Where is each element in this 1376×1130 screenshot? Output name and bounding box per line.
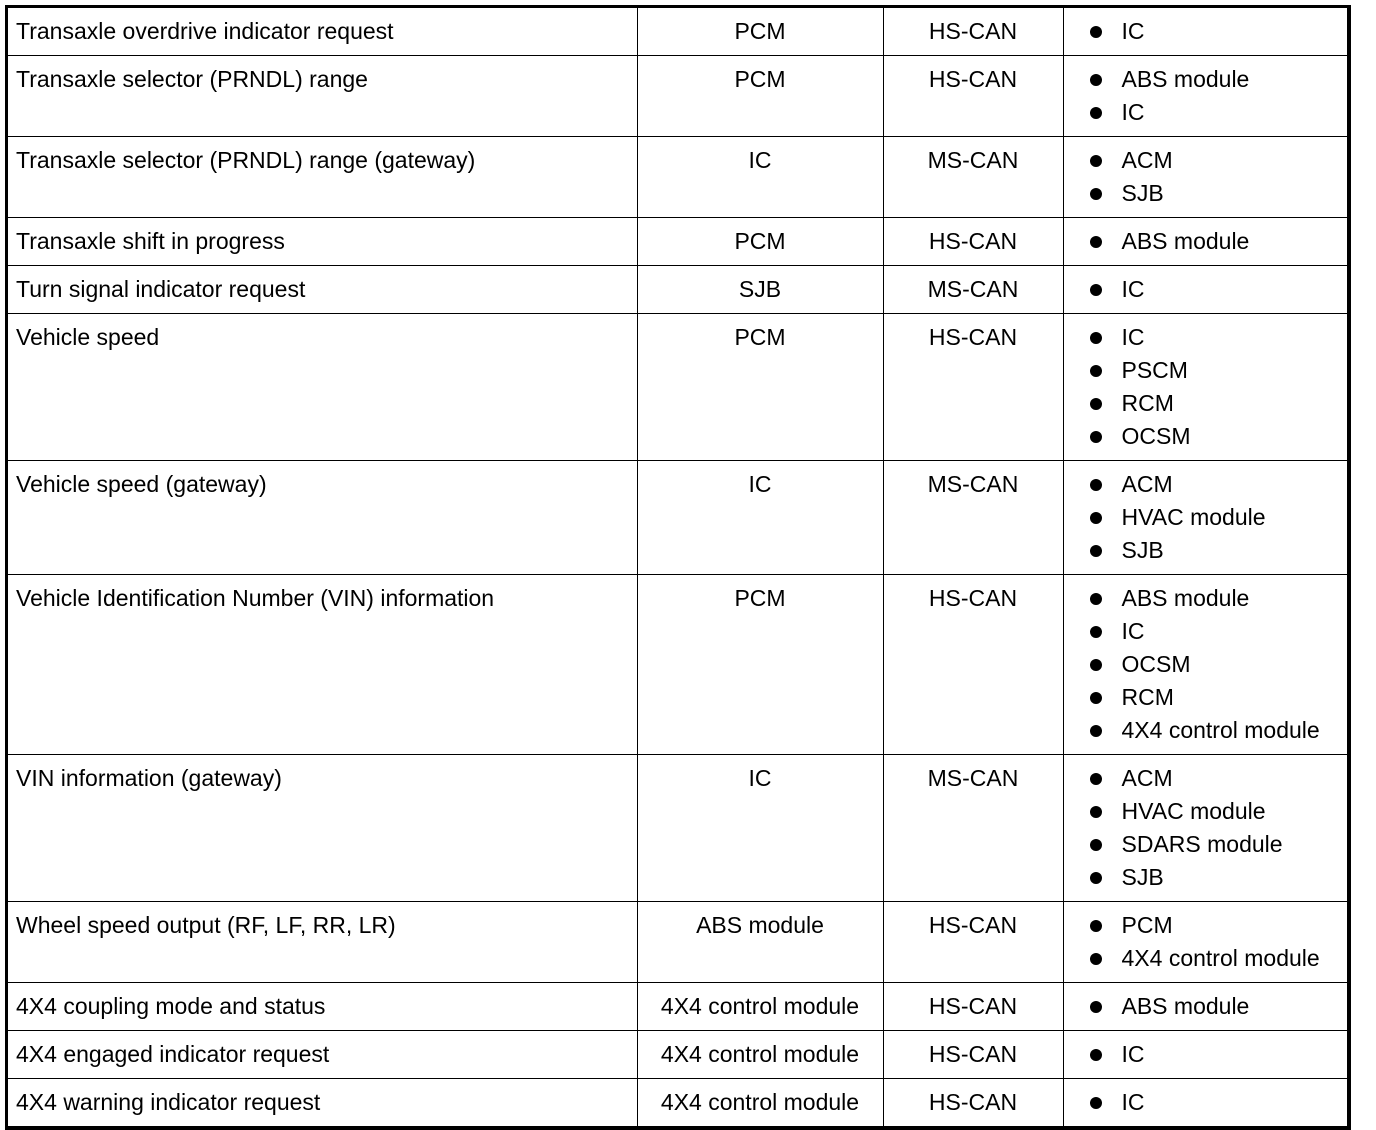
message-cell: Transaxle selector (PRNDL) range (gateway) bbox=[8, 137, 637, 218]
receiver-item bbox=[1090, 468, 1344, 501]
receivers-cell bbox=[1063, 1079, 1347, 1127]
originator-cell: 4X4 control module bbox=[637, 1031, 883, 1079]
network-cell: MS-CAN bbox=[883, 461, 1063, 575]
receiver-label: 4X4 control module bbox=[1121, 717, 1320, 743]
receiver-label: HVAC module bbox=[1121, 798, 1266, 824]
bullet-icon bbox=[1090, 659, 1102, 671]
bullet-icon bbox=[1090, 107, 1102, 119]
receivers-cell bbox=[1063, 314, 1347, 461]
receiver-label: SDARS module bbox=[1121, 831, 1283, 857]
receiver-item bbox=[1090, 534, 1344, 567]
table-row bbox=[8, 461, 1347, 575]
receivers-cell bbox=[1063, 8, 1347, 56]
message-cell: Transaxle overdrive indicator request bbox=[8, 8, 637, 56]
network-cell: HS-CAN bbox=[883, 1031, 1063, 1079]
table-row bbox=[8, 266, 1347, 314]
bullet-icon bbox=[1090, 431, 1102, 443]
network-cell: HS-CAN bbox=[883, 56, 1063, 137]
table-row bbox=[8, 1031, 1347, 1079]
network-cell: MS-CAN bbox=[883, 137, 1063, 218]
bullet-icon bbox=[1090, 155, 1102, 167]
bullet-icon bbox=[1090, 839, 1102, 851]
receiver-label: IC bbox=[1121, 276, 1145, 302]
message-cell: Vehicle speed (gateway) bbox=[8, 461, 637, 575]
receiver-item bbox=[1090, 96, 1344, 129]
originator-cell: ABS module bbox=[637, 902, 883, 983]
bullet-icon bbox=[1090, 872, 1102, 884]
receivers-cell bbox=[1063, 461, 1347, 575]
receiver-item bbox=[1090, 387, 1344, 420]
receiver-item bbox=[1090, 681, 1344, 714]
network-cell: HS-CAN bbox=[883, 575, 1063, 755]
network-cell: HS-CAN bbox=[883, 983, 1063, 1031]
originator-cell: PCM bbox=[637, 218, 883, 266]
receivers-cell bbox=[1063, 575, 1347, 755]
receiver-item bbox=[1090, 861, 1344, 894]
originator-cell: IC bbox=[637, 461, 883, 575]
receivers-cell bbox=[1063, 983, 1347, 1031]
table-row bbox=[8, 137, 1347, 218]
receiver-label: ACM bbox=[1121, 147, 1173, 173]
receivers-cell bbox=[1063, 902, 1347, 983]
message-cell: Transaxle selector (PRNDL) range bbox=[8, 56, 637, 137]
receiver-label: 4X4 control module bbox=[1121, 945, 1320, 971]
receiver-item bbox=[1090, 420, 1344, 453]
receiver-item bbox=[1090, 273, 1344, 306]
table-row bbox=[8, 902, 1347, 983]
message-cell: VIN information (gateway) bbox=[8, 755, 637, 902]
bullet-icon bbox=[1090, 692, 1102, 704]
table-row bbox=[8, 755, 1347, 902]
receiver-item bbox=[1090, 795, 1344, 828]
receiver-item bbox=[1090, 582, 1344, 615]
table-row bbox=[8, 575, 1347, 755]
bullet-icon bbox=[1090, 365, 1102, 377]
receiver-label: IC bbox=[1121, 1041, 1145, 1067]
network-cell: HS-CAN bbox=[883, 314, 1063, 461]
table-row bbox=[8, 314, 1347, 461]
network-cell: HS-CAN bbox=[883, 218, 1063, 266]
receiver-label: ACM bbox=[1121, 471, 1173, 497]
message-cell: Vehicle Identification Number (VIN) information bbox=[8, 575, 637, 755]
receiver-label: IC bbox=[1121, 618, 1145, 644]
bullet-icon bbox=[1090, 284, 1102, 296]
receiver-item bbox=[1090, 501, 1344, 534]
bullet-icon bbox=[1090, 236, 1102, 248]
message-cell: 4X4 engaged indicator request bbox=[8, 1031, 637, 1079]
bullet-icon bbox=[1090, 953, 1102, 965]
receiver-item bbox=[1090, 225, 1344, 258]
receiver-item bbox=[1090, 828, 1344, 861]
bullet-icon bbox=[1090, 773, 1102, 785]
receiver-item bbox=[1090, 714, 1344, 747]
receiver-label: ABS module bbox=[1121, 66, 1250, 92]
network-cell: MS-CAN bbox=[883, 266, 1063, 314]
network-cell: HS-CAN bbox=[883, 1079, 1063, 1127]
receivers-cell bbox=[1063, 56, 1347, 137]
network-cell: MS-CAN bbox=[883, 755, 1063, 902]
message-cell: Vehicle speed bbox=[8, 314, 637, 461]
bullet-icon bbox=[1090, 74, 1102, 86]
originator-cell: IC bbox=[637, 755, 883, 902]
table-body bbox=[8, 8, 1347, 1126]
originator-cell: PCM bbox=[637, 575, 883, 755]
bullet-icon bbox=[1090, 806, 1102, 818]
receiver-item bbox=[1090, 990, 1344, 1023]
receiver-item bbox=[1090, 648, 1344, 681]
table-row bbox=[8, 8, 1347, 56]
table-row bbox=[8, 983, 1347, 1031]
bullet-icon bbox=[1090, 593, 1102, 605]
bullet-icon bbox=[1090, 188, 1102, 200]
originator-cell: PCM bbox=[637, 314, 883, 461]
receivers-cell bbox=[1063, 1031, 1347, 1079]
originator-cell: SJB bbox=[637, 266, 883, 314]
table-row bbox=[8, 1079, 1347, 1127]
message-cell: 4X4 coupling mode and status bbox=[8, 983, 637, 1031]
receiver-item bbox=[1090, 63, 1344, 96]
originator-cell: 4X4 control module bbox=[637, 983, 883, 1031]
receiver-label: ABS module bbox=[1121, 228, 1250, 254]
receivers-cell bbox=[1063, 755, 1347, 902]
network-message-table bbox=[8, 8, 1347, 1126]
receiver-label: OCSM bbox=[1121, 651, 1191, 677]
receiver-label: ABS module bbox=[1121, 585, 1250, 611]
receiver-label: SJB bbox=[1121, 180, 1164, 206]
bullet-icon bbox=[1090, 626, 1102, 638]
bullet-icon bbox=[1090, 1001, 1102, 1013]
bullet-icon bbox=[1090, 545, 1102, 557]
receiver-item bbox=[1090, 942, 1344, 975]
receiver-item bbox=[1090, 15, 1344, 48]
receiver-item bbox=[1090, 321, 1344, 354]
bullet-icon bbox=[1090, 920, 1102, 932]
originator-cell: PCM bbox=[637, 8, 883, 56]
receivers-cell bbox=[1063, 266, 1347, 314]
bullet-icon bbox=[1090, 512, 1102, 524]
receiver-label: HVAC module bbox=[1121, 504, 1266, 530]
receiver-label: SJB bbox=[1121, 864, 1164, 890]
receiver-item bbox=[1090, 1086, 1344, 1119]
receiver-item bbox=[1090, 909, 1344, 942]
bullet-icon bbox=[1090, 1049, 1102, 1061]
receiver-item bbox=[1090, 615, 1344, 648]
receiver-label: IC bbox=[1121, 99, 1145, 125]
network-cell: HS-CAN bbox=[883, 902, 1063, 983]
receiver-label: PCM bbox=[1121, 912, 1173, 938]
message-cell: Transaxle shift in progress bbox=[8, 218, 637, 266]
receiver-item bbox=[1090, 177, 1344, 210]
receiver-label: ABS module bbox=[1121, 993, 1250, 1019]
receiver-label: ACM bbox=[1121, 765, 1173, 791]
bullet-icon bbox=[1090, 1097, 1102, 1109]
originator-cell: PCM bbox=[637, 56, 883, 137]
table-row bbox=[8, 56, 1347, 137]
message-cell: 4X4 warning indicator request bbox=[8, 1079, 637, 1127]
receiver-label: IC bbox=[1121, 1089, 1145, 1115]
receivers-cell bbox=[1063, 218, 1347, 266]
table-row bbox=[8, 218, 1347, 266]
receivers-cell bbox=[1063, 137, 1347, 218]
originator-cell: IC bbox=[637, 137, 883, 218]
bullet-icon bbox=[1090, 725, 1102, 737]
network-cell: HS-CAN bbox=[883, 8, 1063, 56]
bullet-icon bbox=[1090, 332, 1102, 344]
message-cell: Wheel speed output (RF, LF, RR, LR) bbox=[8, 902, 637, 983]
receiver-label: OCSM bbox=[1121, 423, 1191, 449]
receiver-item bbox=[1090, 1038, 1344, 1071]
receiver-item bbox=[1090, 144, 1344, 177]
receiver-label: IC bbox=[1121, 18, 1145, 44]
receiver-label: SJB bbox=[1121, 537, 1164, 563]
network-message-table-frame bbox=[5, 5, 1351, 1130]
message-cell: Turn signal indicator request bbox=[8, 266, 637, 314]
bullet-icon bbox=[1090, 479, 1102, 491]
originator-cell: 4X4 control module bbox=[637, 1079, 883, 1127]
receiver-item bbox=[1090, 762, 1344, 795]
bullet-icon bbox=[1090, 26, 1102, 38]
receiver-label: PSCM bbox=[1121, 357, 1188, 383]
receiver-label: IC bbox=[1121, 324, 1145, 350]
receiver-item bbox=[1090, 354, 1344, 387]
bullet-icon bbox=[1090, 398, 1102, 410]
receiver-label: RCM bbox=[1121, 390, 1174, 416]
receiver-label: RCM bbox=[1121, 684, 1174, 710]
